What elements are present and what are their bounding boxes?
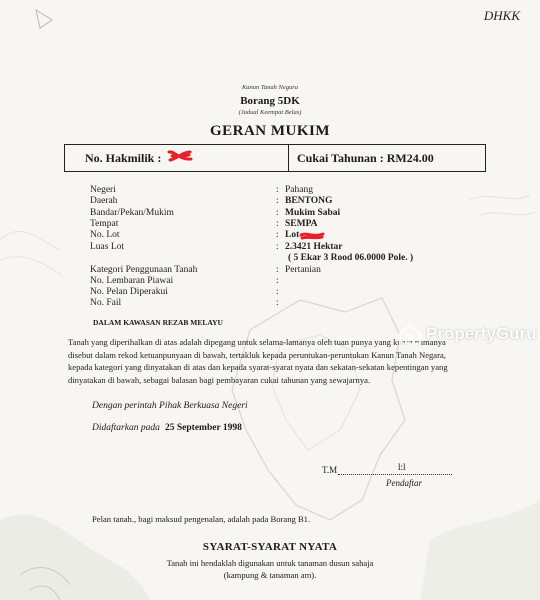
paragraph-line: disebut dalam rekod ketuanpunyaan di bawah, tertakluk kepada peruntukan-peruntukan Kanun Tanah Negara, [68, 349, 446, 360]
detail-label: Tempat [90, 219, 119, 229]
watermark-brand: PropertyGuru [426, 324, 537, 343]
seal-label: T.M [322, 465, 338, 475]
paragraph-line: kepada kategori yang dinyatakan di atas dan kepada syarat-syarat nyata dan sekatan-sekatan kepentingan yang [68, 362, 448, 372]
detail-colon: : [276, 276, 279, 286]
hakmilik-label: No. Hakmilik : [85, 151, 162, 165]
detail-value: 2.3421 Hektar [285, 242, 343, 252]
detail-value: Lot [285, 230, 300, 240]
detail-colon: : [276, 208, 279, 218]
cukai-label: Cukai Tahunan : [297, 151, 384, 165]
detail-label: Daerah [90, 196, 118, 206]
act-name: Kanun Tanah Negara [241, 84, 299, 91]
detail-colon: : [276, 219, 279, 229]
signature-mark: l:l [398, 462, 406, 472]
detail-value: SEMPA [285, 219, 318, 229]
detail-label: Bandar/Pekan/Mukim [90, 208, 174, 218]
form-number: Borang 5DK [240, 95, 300, 107]
house-logo-icon [398, 322, 422, 346]
detail-label: No. Fail [90, 298, 122, 308]
detail-value: BENTONG [285, 196, 333, 206]
detail-colon: : [276, 287, 279, 297]
propertyguru-watermark [398, 322, 537, 346]
detail-label: Kategori Penggunaan Tanah [90, 265, 198, 275]
signature-line [338, 466, 452, 475]
annual-tax [297, 151, 434, 166]
paragraph-line: dinyatakan di bawah, sebagai balasan bagi pembayaran cukai tahunan yang sewajarnya. [68, 374, 371, 385]
plan-note: Pelan tanah., bagi maksud pengenalan, adalah pada Borang B1. [92, 514, 311, 524]
document-code: DHKK [483, 8, 520, 23]
document-title: GERAN MUKIM [209, 123, 331, 139]
condition-line: (kampung & tanaman am). [223, 570, 317, 580]
detail-value: Mukim Sabai [285, 208, 341, 218]
detail-colon: : [276, 196, 279, 206]
title-number-box [64, 144, 486, 172]
registered-label: Didaftarkan pada [92, 423, 160, 433]
malay-reserve-note: DALAM KAWASAN REZAB MELAYU [93, 318, 223, 327]
detail-label: No. Pelan Diperakui [90, 287, 168, 297]
detail-value: Pahang [285, 185, 313, 195]
box-divider [288, 145, 289, 171]
paragraph-line: Tanah yang diperihalkan di atas adalah dipegang untuk selama-lamanya oleh tuan punya yang kuasa namanya [68, 337, 446, 347]
detail-colon: : [276, 242, 279, 252]
detail-label: Luas Lot [90, 242, 125, 252]
detail-colon: : [276, 230, 279, 240]
detail-value: Pertanian [285, 265, 321, 275]
schedule-label: (Jadual Keempat Belas) [238, 109, 302, 116]
detail-colon: : [276, 185, 279, 195]
cukai-value: RM24.00 [386, 151, 434, 165]
detail-colon: : [276, 265, 279, 275]
redaction-mark [167, 149, 193, 163]
conditions-title: SYARAT-SYARAT NYATA [202, 541, 338, 553]
condition-line: Tanah ini hendaklah digunakan untuk tanaman dusun sahaja [166, 558, 374, 568]
registered-date: 25 September 1998 [165, 423, 242, 433]
detail-colon: : [276, 298, 279, 308]
registrar-label: Pendaftar [386, 478, 422, 488]
detail-label: No. Lot [90, 230, 120, 240]
lot-redaction-mark [299, 230, 325, 241]
detail-label: Negeri [90, 185, 116, 195]
detail-value: ( 5 Ekar 3 Rood 06.0000 Pole. ) [288, 253, 414, 263]
detail-label: No. Lembaran Piawai [90, 276, 174, 286]
state-authority-order: Dengan perintah Pihak Berkuasa Negeri [92, 401, 248, 411]
